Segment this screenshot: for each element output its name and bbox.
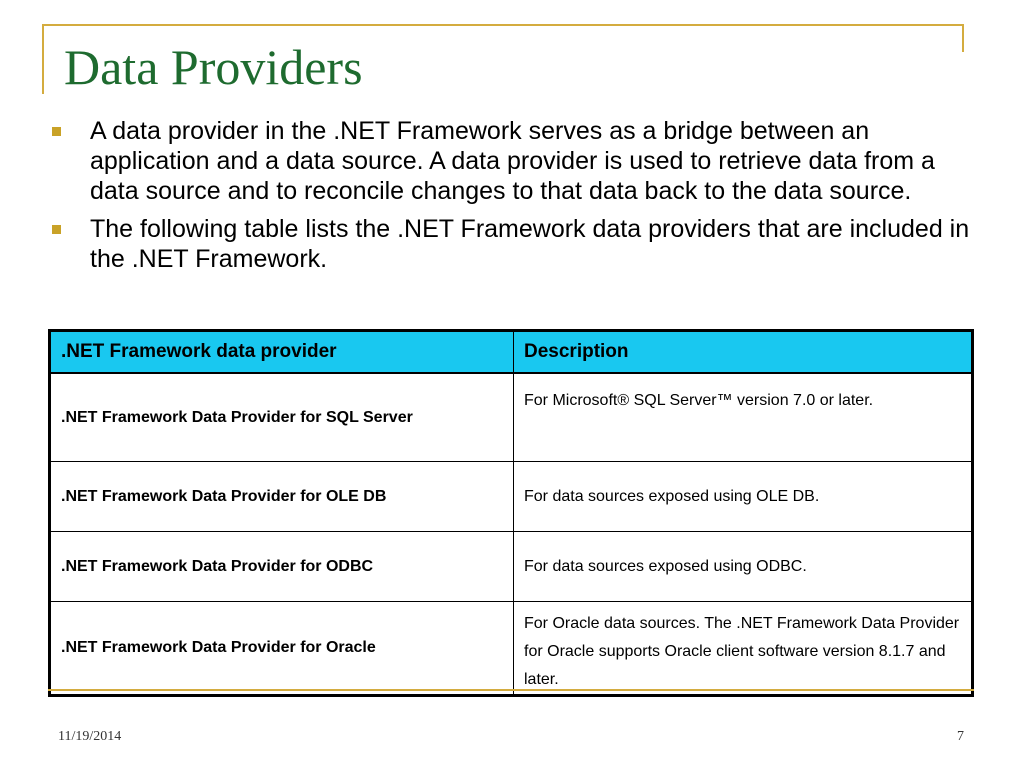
footer-divider xyxy=(48,689,974,691)
header-description: Description xyxy=(514,331,973,374)
slide-title: Data Providers xyxy=(64,39,363,95)
header-provider: .NET Framework data provider xyxy=(50,331,514,374)
description-cell: For data sources exposed using OLE DB. xyxy=(514,462,973,532)
title-frame-right-border xyxy=(962,24,964,52)
provider-cell: .NET Framework Data Provider for SQL Server xyxy=(50,373,514,462)
bullet-text: The following table lists the .NET Framework data providers that are included in the .NET Framework. xyxy=(90,215,970,273)
bullet-item-table-intro xyxy=(52,214,972,274)
square-bullet-icon xyxy=(52,225,61,234)
title-frame-top-border xyxy=(42,24,964,26)
bullet-text: A data provider in the .NET Framework serves as a bridge between an application and a data source. A data provider is used to retrieve data from a data source and to reconcile changes to that data back to the data source. xyxy=(90,117,935,205)
table-row xyxy=(50,462,973,532)
provider-cell: .NET Framework Data Provider for Oracle xyxy=(50,602,514,696)
table-header-row xyxy=(50,331,973,374)
providers-table-container xyxy=(48,329,974,697)
table-row xyxy=(50,532,973,602)
bullet-list xyxy=(52,116,972,282)
description-cell: For data sources exposed using ODBC. xyxy=(514,532,973,602)
square-bullet-icon xyxy=(52,127,61,136)
footer-date: 11/19/2014 xyxy=(58,729,122,744)
providers-table xyxy=(48,329,974,697)
table-row xyxy=(50,373,973,462)
page-number: 7 xyxy=(957,729,964,744)
title-frame-left-border xyxy=(42,24,44,94)
provider-cell: .NET Framework Data Provider for ODBC xyxy=(50,532,514,602)
description-cell: For Microsoft® SQL Server™ version 7.0 or later. xyxy=(514,373,973,462)
table-row xyxy=(50,602,973,696)
bullet-item-data-provider-definition xyxy=(52,116,972,206)
provider-cell: .NET Framework Data Provider for OLE DB xyxy=(50,462,514,532)
description-cell: For Oracle data sources. The .NET Framework Data Provider for Oracle supports Oracle client software version 8.1.7 and later. xyxy=(514,602,973,696)
